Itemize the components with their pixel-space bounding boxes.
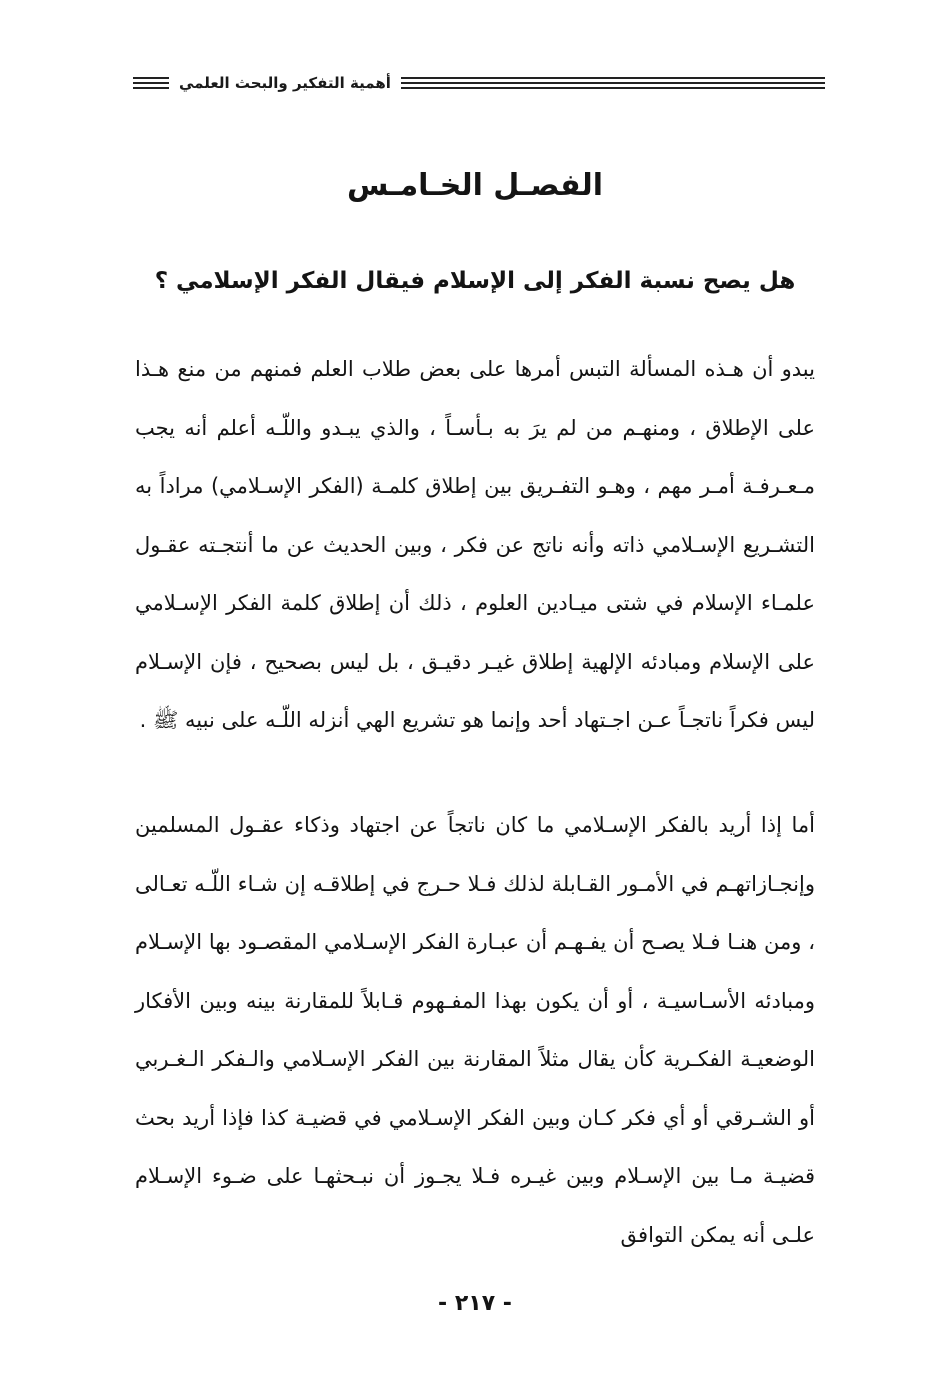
page-number: - ٢١٧ - (438, 1291, 512, 1316)
running-header-title: أهمية التفكير والبحث العلمي (179, 74, 391, 92)
header-rule-right (401, 77, 825, 89)
running-header (133, 66, 825, 100)
section-heading: هل يصح نسبة الفكر إلى الإسلام فيقال الفكر الإسلامي ؟ (154, 268, 796, 294)
header-rule-left (133, 77, 169, 89)
body-paragraph-2: أما إذا أريد بالفكر الإسـلامي ما كان ناتجاً عن اجتهاد وذكاء عقـول المسلمين وإنجـازاتهـم في الأمـور القـابلة لذلك فـلا حـرج في إطلاقـه إن شـاء اللّـه تعـالى ، ومن هنـا فـلا يصـح أن يفـهـم أن عبـارة الفكر الإسـلامي المقصـود بها الإسـلام ومبادئه الأسـاسيـة ، أو أن يكون بهذا المفـهوم قـابلاً للمقارنة بينه وبين الأفكار الوضعيـة الفكـرية كأن يقال مثلاً المقارنة بين الفكر الإسـلامي والـفكر الـغـربي أو الشـرقي أو أي فكر كـان وبين الفكر الإسـلامي في قضيـة كذا فإذا أريد بحث قضيـة مـا بين الإسـلام وبين غيـره فـلا يجـوز أن نبـحثهـا على ضـوء الإسـلام علـى أنه يمكن التوافق (135, 813, 815, 1247)
chapter-title: الفصـل الخـامـس (346, 168, 604, 203)
body-paragraph-1: يبدو أن هـذه المسألة التبس أمرها على بعض طلاب العلم فمنهم من منع هـذا على الإطلاق ، ومنهـم من لم يرَ به بـأسـاً ، والذي يبـدو واللّـه أعلم أنه يجب مـعـرفـة أمـر مهم ، وهـو التفـريق بين إطلاق كلمـة (الفكر الإسـلامي) مراداً به التشـريع الإسـلامي ذاته وأنه ناتج عن فكر ، وبين الحديث عن ما أنتجـته عقـول علمـاء الإسلام في شتى ميـادين العلوم ، ذلك أن إطلاق كلمة الفكر الإسـلامي على الإسلام ومبادئه الإلهية إطلاق غيـر دقيـق ، بل ليس بصحيح ، فإن الإسـلام ليس فكراً ناتجـاً عـن اجـتهاد أحد وإنما هو تشريع الهي أنزله اللّـه على نبيه ﷺ . (135, 357, 815, 732)
